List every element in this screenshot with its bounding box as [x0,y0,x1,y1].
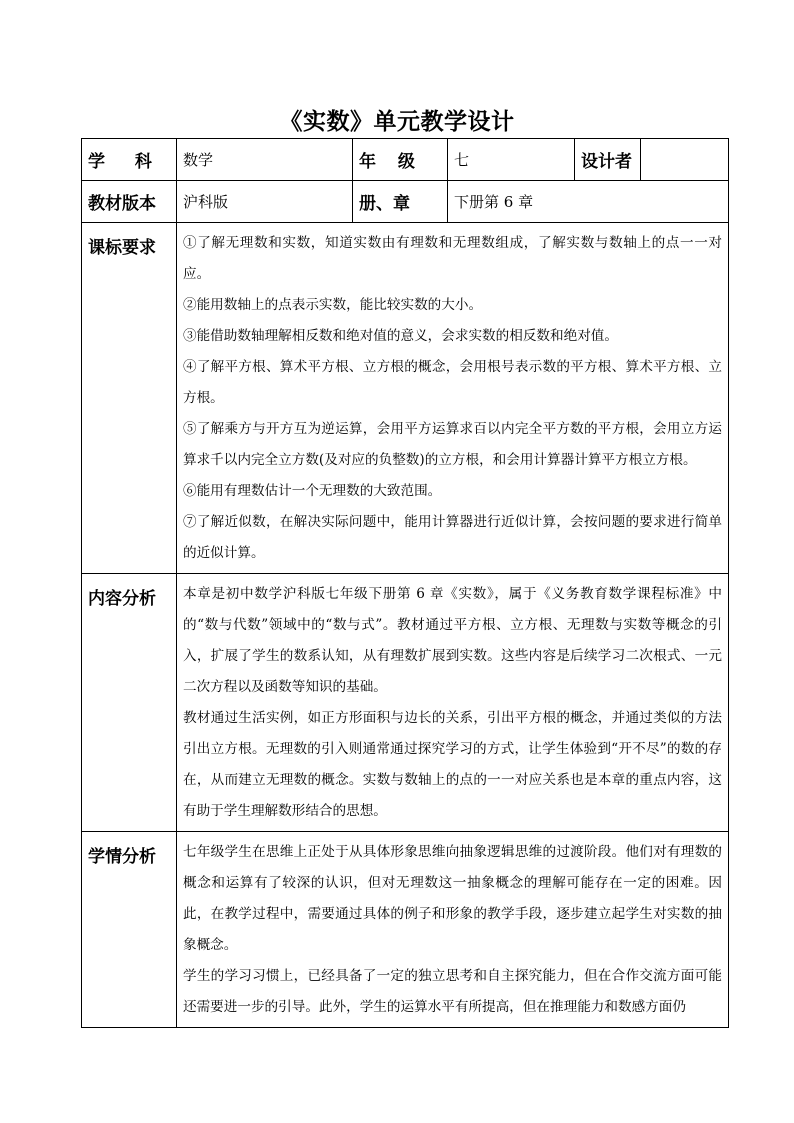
standards-item: ⑦了解近似数，在解决实际问题中，能用计算器进行近似计算，会按问题的要求进行简单的近似计算。 [183,514,722,561]
grade-label: 年 级 [353,139,448,181]
section-row-learner-analysis [82,832,729,1028]
lesson-design-table [81,138,729,1028]
section-row-standards [82,223,729,574]
designer-value [641,139,729,181]
content-analysis-label: 内容分析 [82,574,177,832]
standards-content [177,223,729,574]
standards-item: ⑥能用有理数估计一个无理数的大致范围。 [183,483,442,499]
content-analysis-paragraph: 教材通过生活实例，如正方形面积与边长的关系，引出平方根的概念，并通过类似的方法引出立方根。无理数的引入则通常通过探究学习的方式，让学生体验到“开不尽”的数的存在，从而建立无理数的概念。实数与数轴上的点的一一对应关系也是本章的重点内容，这有助于学生理解数形结合的思想。 [183,710,722,819]
page-title: 《实数》单元教学设计 [279,108,515,135]
standards-item: ④了解平方根、算术平方根、立方根的概念，会用根号表示数的平方根、算术平方根、立方根。 [183,359,722,406]
standards-label: 课标要求 [82,223,177,574]
standards-item: ⑤了解乘方与开方互为逆运算，会用平方运算求百以内完全平方数的平方根，会用立方运算求千以内完全立方数(及对应的负整数)的立方根，和会用计算器计算平方根立方根。 [183,421,722,468]
content-analysis-paragraph: 本章是初中数学沪科版七年级下册第 6 章《实数》，属于《义务教育数学课程标准》中的“数与代数”领域中的“数与式”。教材通过平方根、立方根、无理数与实数等概念的引入，扩展了学生的数系认知，从有理数扩展到实数。这些内容是后续学习二次根式、一元二次方程以及函数等知识的基础。 [183,586,722,695]
grade-value: 七 [448,139,575,181]
learner-analysis-paragraph: 七年级学生在思维上正处于从具体形象思维向抽象逻辑思维的过渡阶段。他们对有理数的概念和运算有了较深的认识，但对无理数这一抽象概念的理解可能存在一定的困难。因此，在教学过程中，需要通过具体的例子和形象的教学手段，逐步建立起学生对实数的抽象概念。 [183,844,722,953]
learner-analysis-label: 学情分析 [82,832,177,1028]
learner-analysis-paragraph: 学生的学习习惯上，已经具备了一定的独立思考和自主探究能力，但在合作交流方面可能还需要进一步的引导。此外，学生的运算水平有所提高，但在推理能力和数感方面仍 [183,968,722,1015]
standards-item: ③能借助数轴理解相反数和绝对值的意义，会求实数的相反数和绝对值。 [183,328,618,344]
header-row-1 [82,139,729,181]
edition-value: 沪科版 [177,181,353,223]
subject-value: 数学 [177,139,353,181]
edition-label: 教材版本 [82,181,177,223]
learner-analysis-content [177,832,729,1028]
section-row-content-analysis [82,574,729,832]
volume-value: 下册第 6 章 [448,181,729,223]
subject-label: 学 科 [82,139,177,181]
content-analysis-content [177,574,729,832]
header-row-2 [82,181,729,223]
standards-item: ②能用数轴上的点表示实数，能比较实数的大小。 [183,297,483,313]
designer-label: 设计者 [575,139,641,181]
volume-label: 册、章 [353,181,448,223]
standards-item: ①了解无理数和实数，知道实数由有理数和无理数组成，了解实数与数轴上的点一一对应。 [183,235,722,282]
